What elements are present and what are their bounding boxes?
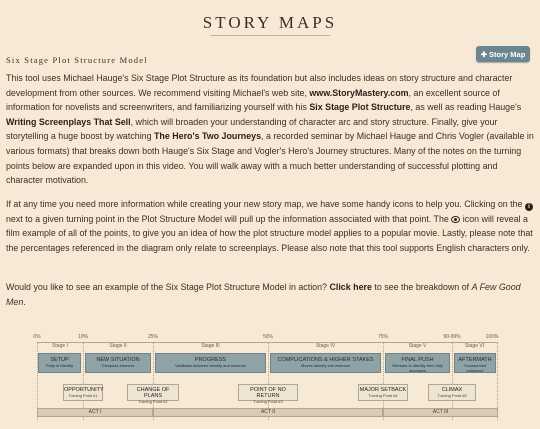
stage-title: FINAL PUSH: [401, 357, 434, 363]
stage-subtitle: Transformed existence: [463, 363, 487, 373]
stage-label: Stage IV: [315, 343, 336, 349]
example-text: Would you like to see an example of the Six Stage Plot Structure Model in action?: [6, 282, 330, 292]
percent-label: 0%: [33, 334, 41, 340]
turning-point-title: MAJOR SETBACK: [359, 387, 407, 393]
stage-box-complications[interactable]: [270, 353, 381, 373]
storymastery-link[interactable]: www.StoryMastery.com: [309, 87, 409, 98]
turning-point-opportunity[interactable]: [63, 384, 103, 401]
film-title: A Few Good Men: [6, 282, 521, 307]
stage-title: PROGRESS: [194, 357, 227, 363]
turning-point-title: CHANGE OF PLANS: [136, 387, 170, 399]
turning-point-change-of-plans[interactable]: [127, 384, 179, 404]
stage-box-new-situation[interactable]: [85, 353, 151, 373]
act-bar: ACT II: [153, 408, 383, 417]
percent-label: 25%: [147, 334, 159, 340]
info-icon: i: [525, 203, 533, 211]
example-paragraph: [6, 280, 534, 309]
help-text: icon will reveal a film example of all of the points, to give you an idea of how the plot structure model applies to a popular movie. Lastly, please note that the percentages referenced in the diagram only relate to screenplays. Please also note that this tool supports English characters only.: [6, 213, 533, 253]
intro-paragraph: [6, 71, 534, 188]
turning-point-climax[interactable]: [428, 384, 476, 401]
stage-subtitle: Putty in Identity: [45, 363, 74, 368]
eye-icon: [451, 216, 460, 223]
help-text: If at any time you need more information while creating your new story map, we have some handy icons to help you. Clicking on the: [6, 199, 525, 209]
stage-box-progress[interactable]: [155, 353, 266, 373]
turning-point-title: CLIMAX: [441, 387, 463, 393]
percent-label: 90-99%: [443, 334, 461, 340]
site-title: STORY MAPS: [202, 13, 338, 32]
stage-title: COMPLICATIONS & HIGHER STAKES: [277, 357, 374, 363]
intro-text: , as well as reading Hauge's: [410, 102, 522, 113]
stage-title: AFTERMATH: [458, 357, 492, 363]
help-paragraph: [6, 197, 534, 255]
stage-label: Stage V: [408, 343, 427, 349]
intro-text: This tool uses Michael Hauge's Six Stage Plot Structure as its foundation but also includes ideas on story structure and character development from other sources. We recommend visiting Michael's web site,: [6, 73, 513, 98]
story-map-button[interactable]: [476, 46, 530, 62]
turning-point-subtitle: Turning Point #5: [437, 393, 467, 398]
stage-title: NEW SITUATION: [96, 357, 140, 363]
plus-icon: ✚: [480, 49, 488, 59]
turning-point-title: OPPORTUNITY: [64, 387, 104, 393]
stage-label: Stage III: [201, 343, 220, 349]
turning-point-subtitle: Turning Point #4: [368, 393, 398, 398]
intro-text: , a recorded seminar by Michael Hauge and Chris Vogler (available in various formats) that breaks down both Hauge's Six Stage and Vogler's Hero's Journey structures. Many of the notes on the turning points below are expanded upon in this video. You will walk away with a much better understanding of successful plotting and character motivation.: [6, 131, 534, 186]
stage-title: SETUP: [50, 357, 69, 363]
book-link[interactable]: Writing Screenplays That Sell: [6, 116, 131, 127]
act-bar: ACT III: [383, 408, 498, 417]
turning-point-title: POINT OF NO RETURN: [250, 387, 286, 399]
plot-structure-link[interactable]: Six Stage Plot Structure: [309, 102, 411, 113]
plot-structure-diagram: [33, 331, 499, 427]
stage-label: Stage I: [52, 343, 68, 349]
act-bar: ACT I: [37, 408, 153, 417]
turning-point-major-setback[interactable]: [358, 384, 408, 401]
seminar-link[interactable]: The Hero's Two Journeys: [154, 131, 262, 142]
turning-point-subtitle: Turning Point #2: [138, 399, 168, 404]
story-map-button-label: Story Map: [489, 49, 526, 59]
section-title: Six Stage Plot Structure Model: [6, 55, 148, 65]
percent-label: 50%: [262, 334, 274, 340]
intro-text: , which will broaden your understanding of character arc and story structure. Finally, give your storytelling a huge boost by watching: [6, 116, 498, 142]
percent-label: 75%: [377, 334, 389, 340]
help-text: next to a given turning point in the Plot Structure Model will pull up the information associated with that point. The: [6, 213, 452, 224]
stage-subtitle: Vacillates between identity and essence: [175, 363, 246, 368]
intro-text: , an excellent source of information for novelists and screenwriters, and familiarizing yourself with his: [6, 87, 500, 113]
stage-label: Stage II: [109, 343, 127, 349]
stage-subtitle: Glimpses essence: [101, 363, 135, 368]
stage-box-setup[interactable]: [38, 353, 81, 373]
percent-label: 100%: [485, 334, 499, 340]
stage-subtitle: Retreats to identity then fully accesses: [392, 363, 443, 373]
turning-point-subtitle: Turning Point #3: [253, 399, 283, 404]
example-link[interactable]: Click here: [329, 282, 372, 292]
example-text: .: [23, 296, 26, 307]
stage-label: Stage VI: [464, 343, 485, 349]
turning-point-point-of-no-return[interactable]: [238, 384, 298, 404]
turning-point-subtitle: Turning Point #1: [68, 393, 98, 398]
title-divider: [210, 35, 330, 36]
stage-box-aftermath[interactable]: [454, 353, 496, 373]
stage-box-final-push[interactable]: [385, 353, 450, 373]
stage-subtitle: Moves identity into essence: [300, 363, 351, 368]
percent-label: 10%: [77, 334, 89, 340]
example-text: to see the breakdown of: [371, 282, 472, 292]
